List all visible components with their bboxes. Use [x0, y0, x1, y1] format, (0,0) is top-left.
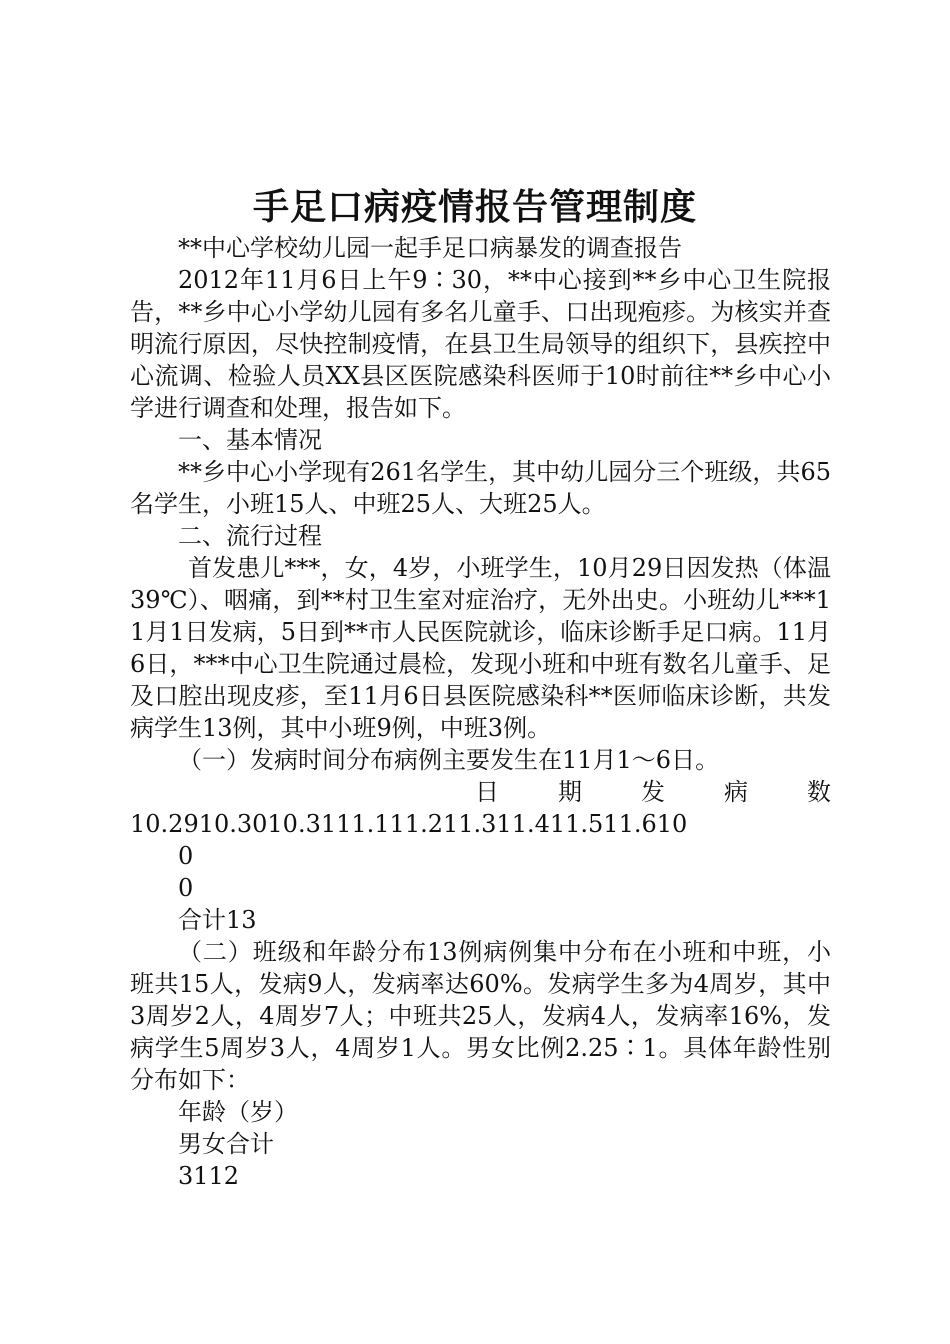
date-header-char: 日	[475, 778, 499, 806]
process-paragraph: 首发患儿***，女，4岁，小班学生，10月29日因发热（体温39℃）、咽痛，到**村卫生室对症治疗，无外出史。小班幼儿***11月1日发病，5日到**市人民医院就诊，临床诊断手足口病。11月6日，***中心卫生院通过晨检，发现小班和中班有数名儿童手、足及口腔出现皮疹，至11月6日县医院感染科**医师临床诊断，共发病学生13例，其中小班9例，中班3例。	[130, 554, 831, 742]
basic-info-paragraph: **乡中心小学现有261名学生，其中幼儿园分三个班级，共65名学生，小班15人、中班25人、大班25人。	[130, 458, 831, 518]
section-heading-basic: 一、基本情况	[178, 426, 322, 454]
date-header-char: 期	[558, 778, 582, 806]
zero-value: 0	[178, 842, 194, 870]
sex-label: 男女合计	[178, 1130, 274, 1158]
date-header-char: 发	[641, 778, 665, 806]
date-header-char: 病	[724, 778, 748, 806]
class-age-paragraph: （二）班级和年龄分布13例病例集中分布在小班和中班，小班共15人，发病9人，发病率达60%。发病学生多为4周岁，其中3周岁2人，4周岁7人；中班共25人，发病4人，发病率16%，发病学生5周岁3人，4周岁1人。男女比例2.25∶1。具体年龄性别分布如下：	[130, 938, 831, 1094]
age-values: 3112	[178, 1162, 240, 1190]
total-line: 合计13	[178, 906, 257, 934]
age-label: 年龄（岁）	[178, 1098, 298, 1126]
document-title: 手足口病疫情报告管理制度	[252, 187, 697, 228]
section-heading-process: 二、流行过程	[178, 522, 322, 550]
intro-paragraph: 2012年11月6日上午9∶30，**中心接到**乡中心卫生院报告，**乡中心小学幼儿园有多名儿童手、口出现疱疹。为核实并查明流行原因，尽快控制疫情，在县卫生局领导的组织下，县疾控中心流调、检验人员XX县区医院感染科医师于10时前往**乡中心小学进行调查和处理，报告如下。	[130, 266, 831, 422]
date-header-char: 数	[807, 778, 831, 806]
date-header-row	[130, 776, 831, 808]
report-subtitle: **中心学校幼儿园一起手足口病暴发的调查报告	[178, 234, 682, 262]
time-distribution-paragraph: （一）发病时间分布病例主要发生在11月1～6日。	[178, 746, 720, 774]
document-body	[130, 232, 831, 1192]
zero-value: 0	[178, 874, 194, 902]
date-values-row: 10.2910.3010.3111.111.211.311.411.511.610	[130, 810, 688, 838]
